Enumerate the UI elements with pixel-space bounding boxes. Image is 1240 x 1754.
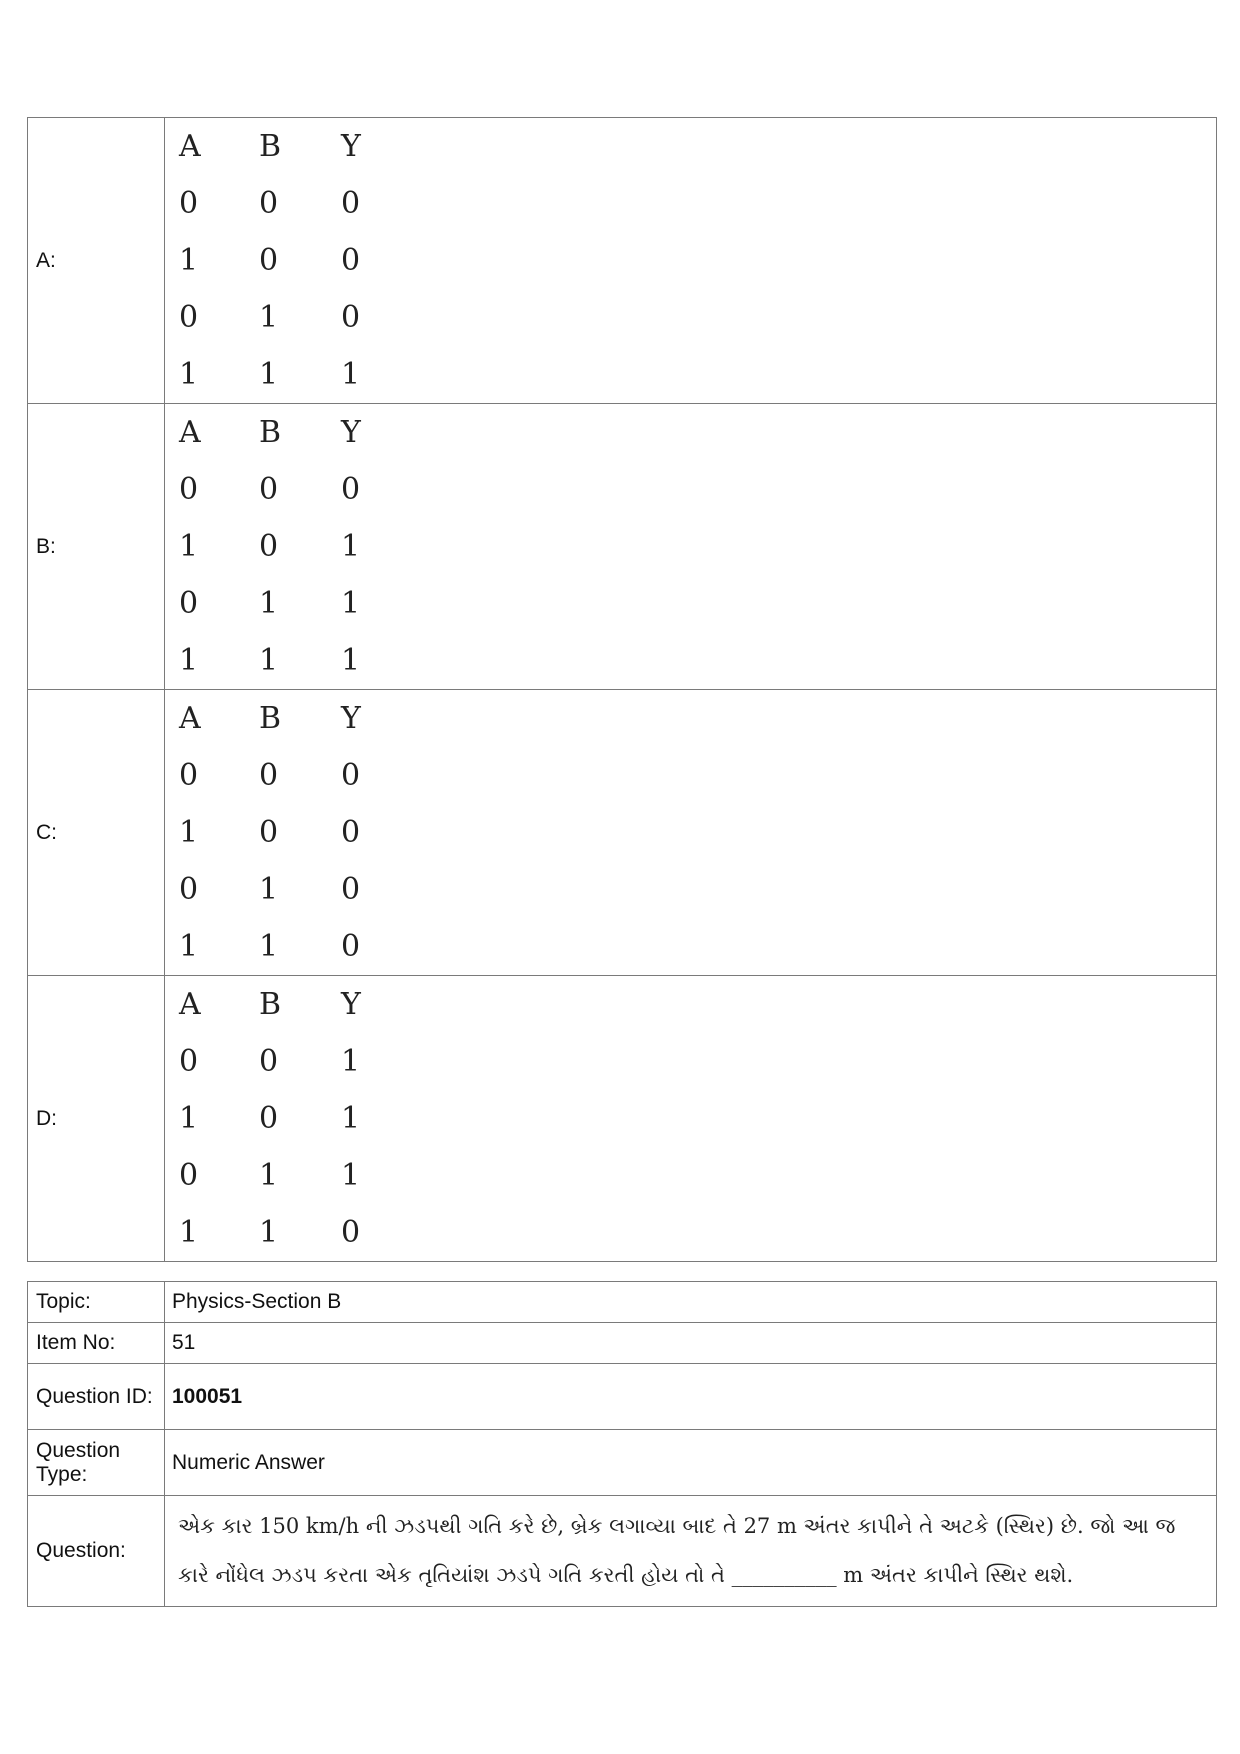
options-table bbox=[27, 117, 1217, 1262]
truth-table-cell: 1 bbox=[341, 586, 361, 621]
topic-value: Physics-Section B bbox=[165, 1282, 1217, 1323]
truth-table bbox=[165, 976, 1216, 1261]
truth-table-cell: 1 bbox=[179, 929, 199, 964]
truth-table-cell: 1 bbox=[259, 300, 279, 335]
truth-table-cell: 1 bbox=[259, 1158, 279, 1193]
truth-table-cell: 1 bbox=[341, 1101, 361, 1136]
item-label: Item No: bbox=[28, 1323, 165, 1364]
truth-table-cell: 0 bbox=[259, 243, 279, 278]
truth-table-cell: 1 bbox=[179, 243, 199, 278]
truth-table-cell: 0 bbox=[259, 186, 279, 221]
question-label: Question: bbox=[28, 1496, 165, 1607]
truth-table-cell: 0 bbox=[179, 758, 199, 793]
topic-label: Topic: bbox=[28, 1282, 165, 1323]
question-info-table bbox=[27, 1281, 1217, 1607]
truth-table-header: B bbox=[259, 987, 282, 1022]
item-row bbox=[28, 1323, 1217, 1364]
option-row-a bbox=[28, 118, 1217, 404]
option-content bbox=[165, 404, 1217, 690]
truth-table-cell: 0 bbox=[179, 872, 199, 907]
truth-table-cell: 0 bbox=[341, 1215, 361, 1250]
truth-table-cell: 1 bbox=[179, 1101, 199, 1136]
topic-row bbox=[28, 1282, 1217, 1323]
truth-table-cell: 0 bbox=[341, 815, 361, 850]
truth-table-cell: 1 bbox=[341, 357, 361, 392]
item-value: 51 bbox=[165, 1323, 1217, 1364]
truth-table bbox=[165, 404, 1216, 689]
truth-table-cell: 1 bbox=[179, 529, 199, 564]
truth-table-cell: 0 bbox=[179, 186, 199, 221]
truth-table-cell: 0 bbox=[179, 1044, 199, 1079]
truth-table-cell: 0 bbox=[179, 300, 199, 335]
truth-table-cell: 0 bbox=[179, 472, 199, 507]
truth-table-cell: 1 bbox=[259, 586, 279, 621]
truth-table-header: A bbox=[179, 987, 201, 1022]
truth-table-cell: 0 bbox=[259, 529, 279, 564]
question-row bbox=[28, 1496, 1217, 1607]
truth-table-cell: 1 bbox=[179, 357, 199, 392]
truth-table-cell: 0 bbox=[259, 1044, 279, 1079]
option-content bbox=[165, 118, 1217, 404]
truth-table-cell: 1 bbox=[179, 643, 199, 678]
truth-table-cell: 0 bbox=[259, 472, 279, 507]
truth-table-cell: 0 bbox=[341, 872, 361, 907]
question-line-1: એક કાર 150 km/h ની ઝડપથી ગતિ કરે છે, બ્રેક લગાવ્યા બાદ તે 27 m અંતર કાપીને તે અટકે (સ્થિર) છે. જો આ જ bbox=[178, 1514, 1176, 1538]
truth-table-cell: 0 bbox=[341, 472, 361, 507]
option-content bbox=[165, 976, 1217, 1262]
truth-table-cell: 0 bbox=[259, 758, 279, 793]
truth-table-header: B bbox=[259, 701, 282, 736]
question-text bbox=[172, 1500, 1209, 1602]
truth-table-cell: 1 bbox=[259, 357, 279, 392]
truth-table-header: B bbox=[259, 129, 282, 164]
truth-table-cell: 0 bbox=[341, 243, 361, 278]
truth-table-header: A bbox=[179, 129, 201, 164]
option-label: A: bbox=[28, 118, 165, 404]
truth-table-cell: 1 bbox=[259, 929, 279, 964]
truth-table-cell: 1 bbox=[179, 815, 199, 850]
truth-table-cell: 1 bbox=[341, 1044, 361, 1079]
question-id-value: 100051 bbox=[165, 1364, 1217, 1430]
truth-table-header: Y bbox=[341, 415, 361, 450]
question-line-2: કારે નોંધેલ ઝડપ કરતા એક તૃતિયાંશ ઝડપે ગતિ કરતી હોય તો તે __________ m અંતર કાપીને સ્થિર થશે. bbox=[178, 1563, 1074, 1587]
truth-table-cell: 0 bbox=[341, 758, 361, 793]
truth-table-cell: 0 bbox=[179, 1158, 199, 1193]
truth-table bbox=[165, 118, 1216, 403]
option-content bbox=[165, 690, 1217, 976]
question-id-label: Question ID: bbox=[28, 1364, 165, 1430]
option-row-b bbox=[28, 404, 1217, 690]
truth-table bbox=[165, 690, 1216, 975]
question-type-label: Question Type: bbox=[28, 1430, 165, 1496]
truth-table-cell: 1 bbox=[259, 872, 279, 907]
truth-table-header: A bbox=[179, 415, 201, 450]
truth-table-cell: 1 bbox=[259, 643, 279, 678]
truth-table-cell: 0 bbox=[341, 300, 361, 335]
truth-table-header: Y bbox=[341, 129, 361, 164]
question-type-value: Numeric Answer bbox=[165, 1430, 1217, 1496]
truth-table-header: A bbox=[179, 701, 201, 736]
truth-table-header: Y bbox=[341, 987, 361, 1022]
truth-table-cell: 0 bbox=[179, 586, 199, 621]
truth-table-cell: 1 bbox=[259, 1215, 279, 1250]
truth-table-cell: 1 bbox=[341, 529, 361, 564]
truth-table-cell: 0 bbox=[341, 929, 361, 964]
truth-table-cell: 1 bbox=[341, 643, 361, 678]
option-label: D: bbox=[28, 976, 165, 1262]
option-label: C: bbox=[28, 690, 165, 976]
truth-table-cell: 0 bbox=[259, 1101, 279, 1136]
truth-table-cell: 1 bbox=[341, 1158, 361, 1193]
question-type-row bbox=[28, 1430, 1217, 1496]
question-id-row bbox=[28, 1364, 1217, 1430]
question-body bbox=[165, 1496, 1217, 1607]
option-row-c bbox=[28, 690, 1217, 976]
truth-table-cell: 0 bbox=[259, 815, 279, 850]
truth-table-header: Y bbox=[341, 701, 361, 736]
option-row-d bbox=[28, 976, 1217, 1262]
truth-table-header: B bbox=[259, 415, 282, 450]
truth-table-cell: 0 bbox=[341, 186, 361, 221]
option-label: B: bbox=[28, 404, 165, 690]
truth-table-cell: 1 bbox=[179, 1215, 199, 1250]
